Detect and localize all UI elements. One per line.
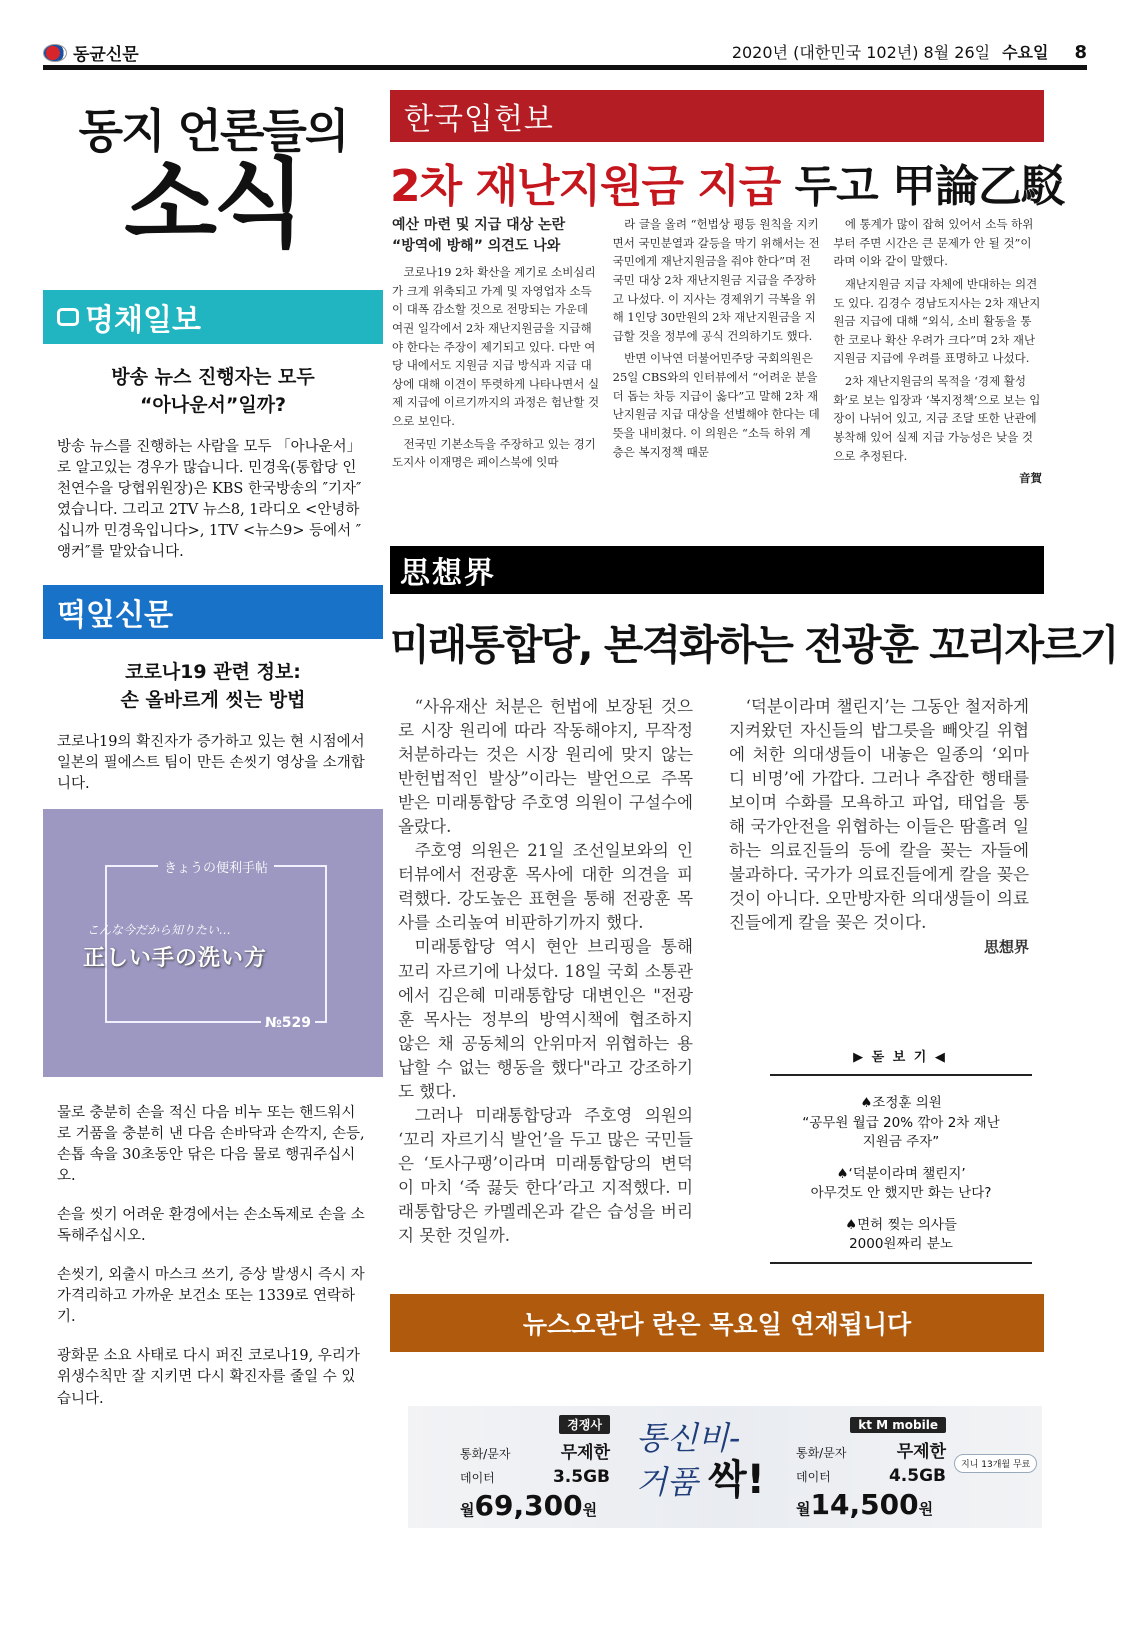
genie-badge: 지니 13개월 무료	[954, 1454, 1037, 1473]
tteokip-header	[43, 585, 383, 639]
logo-text: 동균신문	[73, 45, 139, 65]
competitor-data-label: 데이터	[460, 1471, 495, 1485]
ad-slogan-line2: 거품	[636, 1462, 698, 1501]
ktm-plan	[796, 1414, 946, 1521]
competitor-tag: 경쟁사	[559, 1415, 610, 1434]
left-column	[43, 80, 383, 1410]
tteokip-para1: 물로 충분히 손을 적신 다음 비누 또는 핸드워시로 거품을 충분히 낸 다음 손바닥과 손깍지, 손등, 손톱 속을 30초동안 닦은 다음 물로 행궈주십시오.	[57, 1105, 365, 1185]
hanguk-headline[interactable]	[390, 150, 1064, 214]
speech-bubble-icon	[57, 308, 79, 326]
dotbogi-item-line: ♠‘덕분이라며 챌린지’	[836, 1165, 966, 1182]
competitor-data-row	[460, 1467, 610, 1487]
competitor-price-prefix: 월	[460, 1501, 475, 1519]
hanguk-paragraph: 라 글을 올려 “헌법상 평등 원칙을 지키면서 국민분열과 갈등을 막기 위해서는 전국민에게 재난지원금을 줘야 한다”며 전국민 대상 2차 재난지원금 지급을 주장하고 나섰다. 이 지사는 경제위기 극복을 위해 1인당 30만원의 2차 재난지원금을 지급할 것을 정부에 공식 건의하기도 했다.	[612, 217, 820, 343]
sasang-left-column	[398, 695, 693, 1248]
masthead-bar	[43, 40, 1087, 70]
issue-weekday: 수요일	[1002, 43, 1049, 62]
competitor-call-value: 무제한	[560, 1443, 610, 1463]
dotbogi-item-line: 2000원짜리 분노	[849, 1236, 953, 1253]
sasang-paragraph: 그러나 미래통합당과 주호영 의원의 ‘꼬리 자르기식 발언’을 두고 많은 국민들은 ‘토사구팽’이라며 미래통합당의 변덕이 마치 ‘죽 끓듯 한다’라고 지적했다. 미래통합당은 카멜레온과 같은 습성을 버리지 못한 것일까.	[398, 1105, 693, 1246]
ktm-tag: kt M mobile	[850, 1417, 946, 1433]
tteokip-headline-line1: 코로나19 관련 정보:	[125, 661, 301, 684]
myungchae-headline-line1: 방송 뉴스 진행자는 모두	[111, 366, 315, 388]
mobile-plan-advertisement[interactable]	[408, 1406, 1042, 1528]
hanguk-header	[390, 90, 1044, 142]
hanguk-paragraph: 2차 재난지원금의 목적을 ‘경제 활성화’로 보는 입장과 ‘복지정책’으로 보는 입장이 나뉘어 있고, 지금 조달 또한 난관에 봉착해 있어 실제 지급 가능성은 낮을 것으로 추정된다.	[833, 374, 1041, 463]
hanguk-headline-red: 2차 재난지원금 지급	[390, 161, 781, 212]
hanguk-col-2	[613, 215, 822, 488]
myungchae-body: 방송 뉴스를 진행하는 사람을 모두 「아나운서」로 알고있는 경우가 많습니다. 민경욱(통합당 인천연수을 당협위원장)은 KBS 한국방송의 ″기자″였습니다. 그리고 2TV 뉴스8, 1라디오 <안녕하십니까 민경욱입니다>, 1TV <뉴스9> 등에서 ″앵커″를 맡았습니다.	[57, 439, 362, 561]
hanguk-subhead-2: “방역에 방해” 의견도 나와	[392, 238, 561, 254]
sasang-name: 思想界	[400, 556, 496, 591]
myungchae-name: 명채일보	[85, 303, 201, 338]
sasang-paragraph: “사유재산 처분은 헌법에 보장된 것으로 시장 원리에 따라 작동해야지, 무작정 처분하라는 것은 시장 원리에 맞지 않는 반헌법적인 발상”이라는 발언으로 주목받은 미래통합당 주호영 의원이 구설수에 올랐다.	[398, 697, 693, 837]
ktm-data-value: 4.5GB	[888, 1466, 946, 1486]
sasang-right-column	[729, 695, 1029, 959]
competitor-call-row	[460, 1438, 610, 1463]
competitor-price-suffix: 원	[582, 1501, 598, 1519]
hanguk-paragraph: 코로나19 2차 확산을 계기로 소비심리가 크게 위축되고 가계 및 자영업자 소득이 대폭 감소할 것으로 전망되는 가운데 여권 일각에서 2차 재난지원금을 지급해야 한다는 주장이 제기되고 있다. 다만 여당 내에서도 지원금 지급 방식과 지급 대상에 대해 이견이 뚜렷하게 나타나면서 실제 지급에 이르기까지의 과정은 험난할 것으로 보인다.	[392, 265, 600, 428]
sasang-signature: 思想界	[983, 938, 1029, 957]
ktm-price-value: 14,500	[810, 1488, 919, 1521]
handwash-video-thumbnail[interactable]	[43, 809, 383, 1077]
dotbogi-item-line: ♠조정훈 의원	[860, 1095, 942, 1111]
hanguk-paragraph: 에 통계가 많이 잡혀 있어서 소득 하위부터 주면 시간은 큰 문제가 안 될 것”이라며 이와 같이 말했다.	[833, 217, 1034, 269]
video-frame	[83, 861, 327, 1032]
video-title: 正しい手の洗い方	[83, 946, 268, 972]
hanguk-name: 한국입헌보	[404, 102, 554, 137]
dotbogi-item-line: 지원금 주자”	[862, 1134, 940, 1151]
sasang-headline[interactable]: 미래통합당, 본격화하는 전광훈 꼬리자르기	[390, 621, 1118, 669]
serial-notice-banner	[390, 1294, 1044, 1352]
ktm-call-row	[796, 1437, 946, 1462]
dotbogi-box	[770, 1074, 1032, 1264]
video-top-label-text: きょうの便利手帖	[158, 861, 274, 876]
ktm-data-label: 데이터	[796, 1470, 831, 1484]
competitor-price-value: 69,300	[474, 1489, 583, 1522]
video-number: №529	[261, 1015, 315, 1031]
newspaper-logo[interactable]	[43, 40, 139, 65]
video-top-label	[107, 857, 325, 876]
hanguk-paragraph: 반면 이낙연 더불어민주당 국회의원은 25일 CBS와의 인터뷰에서 “어려운 분을 더 돕는 차등 지급이 옳다”고 말해 2차 재난지원금 지급 대상을 선별해야 한다는 데 뜻을 내비쳤다. 이 의원은 “소득 하위 계층은 복지정책 때문	[612, 351, 820, 459]
dotbogi-item[interactable]	[770, 1165, 1032, 1204]
myungchae-header	[43, 290, 383, 344]
tteokip-para3: 손씻기, 외출시 마스크 쓰기, 증상 발생시 즉시 자가격리하고 가까운 보건소 또는 1339로 연락하기.	[57, 1267, 365, 1326]
hanguk-paragraph: 재난지원금 지급 자체에 반대하는 의견도 있다. 김경수 경남도지사는 2차 재난지원금 지급에 대해 “외식, 소비 활동을 통한 코로나 확산 우려가 크다”며 2차 재난지원금 지급에 우려를 표명하고 나섰다.	[833, 276, 1041, 366]
hanguk-subhead	[392, 215, 601, 257]
dotbogi-item[interactable]	[770, 1094, 1032, 1153]
competitor-plan	[460, 1414, 610, 1522]
competitor-price	[460, 1489, 610, 1522]
dotbogi-item-line: “공무원 월급 20% 깎아 2차 재난	[802, 1114, 1000, 1131]
tteokip-headline[interactable]	[43, 659, 383, 714]
page-number: 8	[1074, 42, 1087, 63]
hanguk-paragraph: 전국민 기본소득을 주장하고 있는 경기도지사 이재명은 페이스북에 잇따	[392, 436, 596, 470]
tteokip-para4: 광화문 소요 사태로 다시 퍼진 코로나19, 우리가 위생수칙만 잘 지키면 다시 확진자를 줄일 수 있습니다.	[57, 1348, 360, 1407]
sasang-header	[390, 546, 1044, 594]
hanguk-body	[392, 215, 1042, 488]
sasang-paragraph: 주호영 의원은 21일 조선일보와의 인터뷰에서 전광훈 목사에 대한 의견을 피력했다. 강도높은 표현을 통해 전광훈 목사를 소리높여 비판하기까지 했다.	[398, 841, 693, 933]
ktm-call-label: 통화/문자	[796, 1446, 847, 1460]
ktm-price	[796, 1488, 946, 1521]
hanguk-subhead-1: 예산 마련 및 지급 대상 논란	[392, 217, 566, 233]
taeguk-logo-icon	[43, 44, 67, 62]
competitor-call-label: 통화/문자	[460, 1447, 511, 1461]
hanguk-col-3	[833, 215, 1042, 488]
ad-slogan-line1: 통신비-	[636, 1419, 741, 1457]
issue-date: 2020년 (대한민국 102년) 8월 26일	[731, 43, 991, 62]
ad-slogan-big: 싹!	[708, 1456, 765, 1503]
tteokip-intro: 코로나19의 확진자가 증가하고 있는 현 시점에서 일본의 필에스트 팀이 만든 손씻기 영상을 소개합니다.	[57, 734, 365, 793]
hanguk-col-1	[392, 215, 601, 488]
dotbogi-item-line: 아무것도 안 했지만 화는 난다?	[810, 1185, 992, 1202]
tteokip-name: 떡잎신문	[57, 598, 173, 634]
tteokip-headline-line2: 손 올바르게 씻는 방법	[120, 688, 306, 711]
myungchae-headline-line2: “아나운서”일까?	[139, 393, 287, 416]
ktm-price-prefix: 월	[796, 1500, 811, 1518]
section-title-line1: 동지 언론들의	[78, 104, 348, 158]
section-title-line2: 소식	[124, 148, 302, 260]
dotbogi-item[interactable]	[770, 1216, 1032, 1255]
myungchae-headline[interactable]	[43, 364, 383, 419]
hanguk-signature: 音賀	[1019, 471, 1042, 486]
hanguk-headline-rest: 두고 甲論乙駁	[794, 161, 1064, 212]
sasang-paragraph: ‘덕분이라며 챌린지’는 그동안 철저하게 지켜왔던 자신들의 밥그릇을 빼앗길 위협에 처한 의대생들이 내놓은 일종의 ‘외마디 비명’에 가깝다. 그러나 추잡한 행태를 보이며 수화를 모욕하고 파업, 태업을 통해 국가안전을 위협하는 이들은 땀흘려 일하는 의료진들의 등에 칼을 꽂는 자들에 불과하다. 국가가 의료진들에게 칼을 꽂은 것이 아니다. 오만방자한 의대생들이 의료진들에게 칼을 꽂은 것이다.	[729, 697, 1029, 933]
section-title	[43, 104, 383, 260]
dotbogi-title: ▶ 돋 보 기 ◀	[853, 1050, 947, 1065]
dotbogi-item-line: ♠면허 찢는 의사들	[845, 1216, 957, 1233]
video-sub-label: こんな今だから知りたい…	[87, 923, 232, 938]
dateline	[732, 40, 1087, 63]
sasang-paragraph: 미래통합당 역시 현안 브리핑을 통해 꼬리 자르기에 나섰다. 18일 국회 소통관에서 김은혜 미래통합당 대변인은 "전광훈 목사는 정부의 방역시책에 협조하지 않은 채 공동체의 안위마저 위협하는 용납할 수 없는 행동을 했다"라고 강조하기도 했다.	[398, 937, 693, 1101]
ktm-data-row	[796, 1466, 946, 1486]
ad-slogan	[636, 1420, 765, 1503]
serial-notice-text: 뉴스오란다 란은 목요일 연재됩니다	[522, 1310, 912, 1339]
tteokip-para2: 손을 씻기 어려운 환경에서는 손소독제로 손을 소독해주십시오.	[57, 1207, 365, 1245]
ktm-call-value: 무제한	[896, 1442, 946, 1462]
competitor-data-value: 3.5GB	[552, 1467, 610, 1487]
ktm-price-suffix: 원	[918, 1500, 934, 1518]
